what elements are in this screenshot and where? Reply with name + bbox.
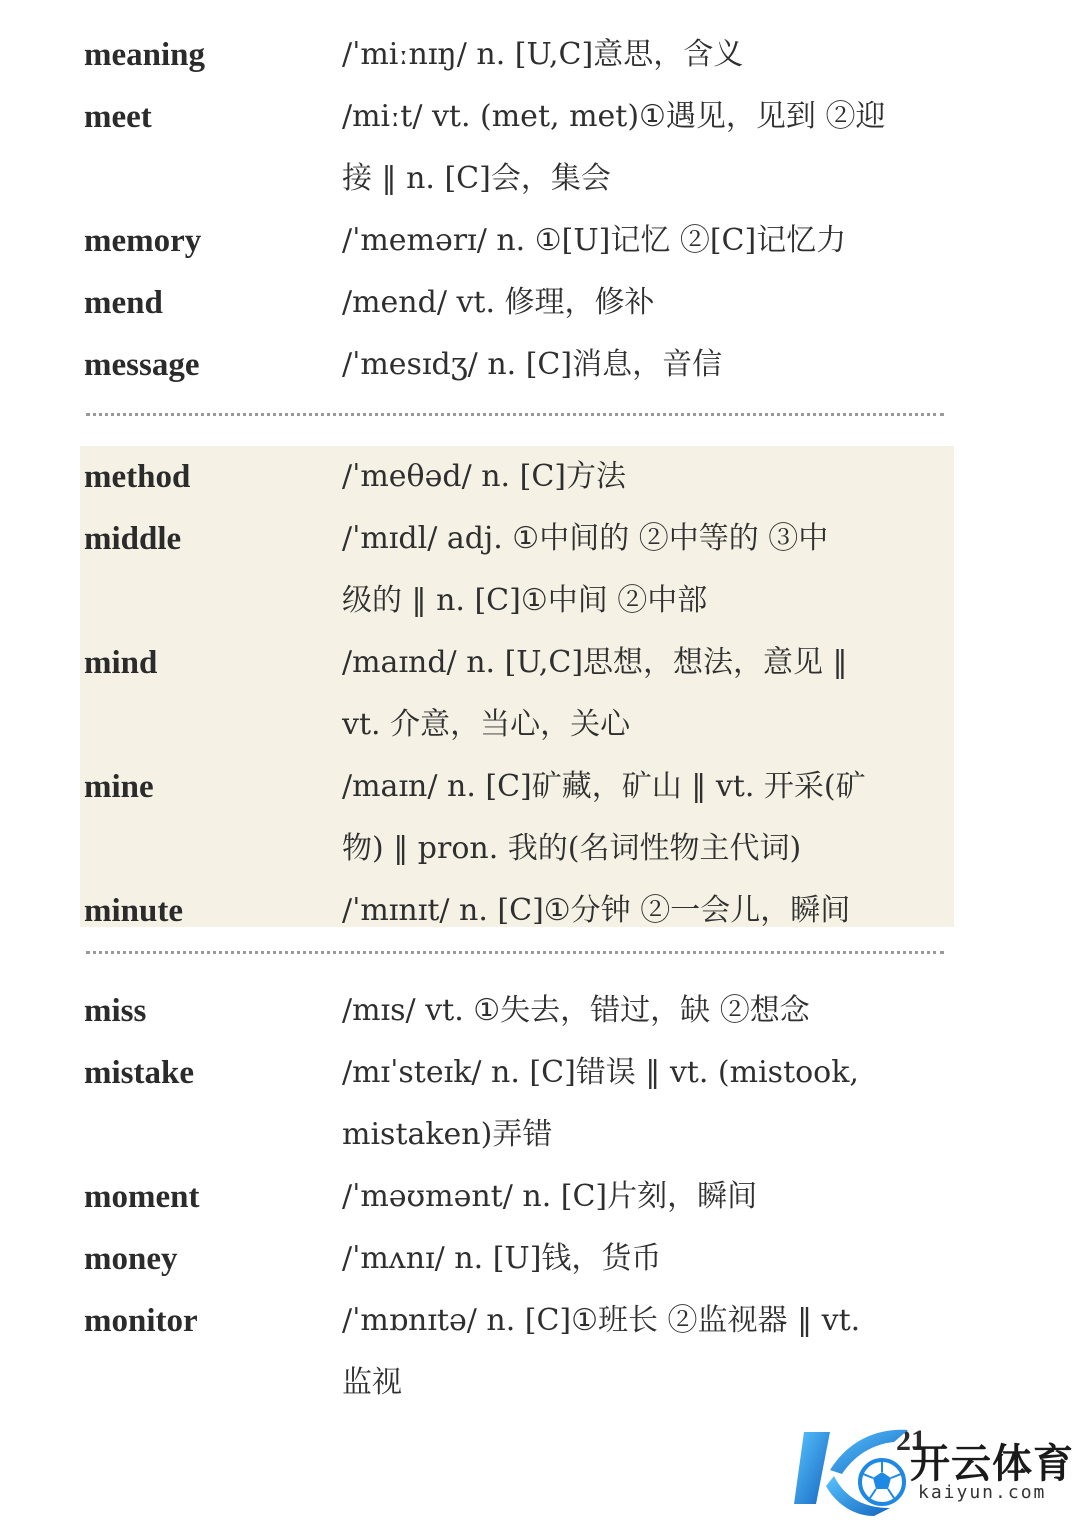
definition-line: /ˈmɒnɪtə/ n. [C]①班长 ②监视器 ‖ vt. <box>342 1303 861 1338</box>
headword: middle <box>84 521 182 557</box>
dotted-divider <box>86 951 944 954</box>
dictionary-entry <box>80 980 954 1042</box>
definition-line: 接 ‖ n. [C]会，集会 <box>342 161 611 196</box>
definition-line: /ˈmiːnɪŋ/ n. [U,C]意思，含义 <box>342 37 744 72</box>
definition-line: /maɪnd/ n. [U,C]思想，想法，意见 ‖ <box>342 645 848 680</box>
definition-line: /ˈmeθəd/ n. [C]方法 <box>342 459 626 494</box>
dictionary-entry <box>80 756 954 880</box>
definition-line: /mɪs/ vt. ①失去，错过，缺 ②想念 <box>342 993 810 1028</box>
definition-line: mistaken)弄错 <box>342 1117 553 1152</box>
definition-line: /ˈmemərɪ/ n. ①[U]记忆 ②[C]记忆力 <box>342 223 847 258</box>
headword: monitor <box>84 1303 198 1339</box>
definition-line: /ˈməʊmənt/ n. [C]片刻，瞬间 <box>342 1179 758 1214</box>
definition <box>342 880 948 942</box>
dictionary-entry <box>80 1166 954 1228</box>
definition-line: /mɪˈsteɪk/ n. [C]错误 ‖ vt. (mistook, <box>342 1055 859 1090</box>
definition-line: /ˈmɪnɪt/ n. [C]①分钟 ②一会儿，瞬间 <box>342 893 851 928</box>
dictionary-entry <box>80 334 954 396</box>
definition-line: vt. 介意，当心，关心 <box>342 707 631 742</box>
word-group-3 <box>80 980 954 1414</box>
dictionary-entry <box>80 24 954 86</box>
headword: moment <box>84 1179 200 1215</box>
definition-line: /miːt/ vt. (met, met)①遇见，见到 ②迎 <box>342 99 886 134</box>
dictionary-entry <box>80 272 954 334</box>
definition <box>342 508 948 632</box>
definition <box>342 86 948 210</box>
definition <box>342 1042 948 1166</box>
dictionary-entry <box>80 1290 954 1414</box>
headword: memory <box>84 223 202 259</box>
definition <box>342 446 948 508</box>
dotted-divider <box>86 413 944 416</box>
watermark <box>790 1420 1075 1520</box>
definition <box>342 334 948 396</box>
dictionary-entry <box>80 1228 954 1290</box>
definition-line: 物) ‖ pron. 我的(名词性物主代词) <box>342 831 802 866</box>
definition-line: 级的 ‖ n. [C]①中间 ②中部 <box>342 583 708 618</box>
definition-line: /maɪn/ n. [C]矿藏，矿山 ‖ vt. 开采(矿 <box>342 769 866 804</box>
watermark-brand-text: 开云体育 <box>910 1441 1074 1487</box>
headword: miss <box>84 993 147 1029</box>
headword: message <box>84 347 200 383</box>
headword: money <box>84 1241 178 1277</box>
definition <box>342 210 948 272</box>
definition <box>342 1166 948 1228</box>
dictionary-entry <box>80 446 954 508</box>
definition-line: /ˈmʌnɪ/ n. [U]钱，货币 <box>342 1241 662 1276</box>
headword: mind <box>84 645 158 681</box>
definition <box>342 272 948 334</box>
headword: mine <box>84 769 154 805</box>
dictionary-entry <box>80 86 954 210</box>
definition <box>342 632 948 756</box>
word-group-2-shaded <box>80 446 954 927</box>
definition-line: /mend/ vt. 修理，修补 <box>342 285 655 320</box>
definition <box>342 1290 948 1414</box>
headword: meet <box>84 99 152 135</box>
definition <box>342 980 948 1042</box>
definition-line: /ˈmɪdl/ adj. ①中间的 ②中等的 ③中 <box>342 521 829 556</box>
kaiyun-logo-icon <box>790 1420 920 1520</box>
headword: mistake <box>84 1055 194 1091</box>
definition-line: 监视 <box>342 1365 402 1400</box>
watermark-url-text: kaiyun.com <box>918 1482 1047 1503</box>
page-number: 21 <box>896 1424 926 1457</box>
dictionary-entry <box>80 632 954 756</box>
dictionary-entry <box>80 210 954 272</box>
headword: meaning <box>84 37 206 73</box>
headword: method <box>84 459 191 495</box>
headword: minute <box>84 893 183 929</box>
definition <box>342 24 948 86</box>
dictionary-entry <box>80 508 954 632</box>
word-group-1 <box>80 24 954 396</box>
definition <box>342 1228 948 1290</box>
headword: mend <box>84 285 163 321</box>
dictionary-entry <box>80 880 954 942</box>
dictionary-entry <box>80 1042 954 1166</box>
definition-line: /ˈmesɪdʒ/ n. [C]消息，音信 <box>342 347 723 382</box>
definition <box>342 756 948 880</box>
